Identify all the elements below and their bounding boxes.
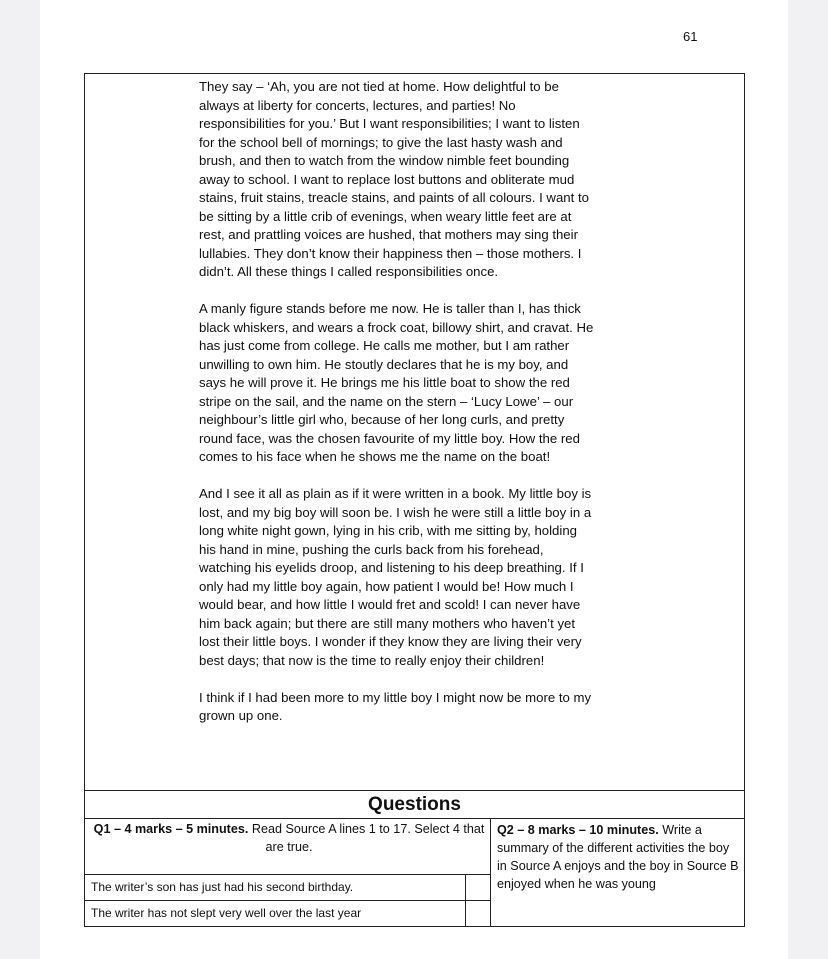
source-text-box [85, 74, 744, 790]
question-2-heading: Q2 – 8 marks – 10 minutes. [497, 823, 659, 837]
questions-heading: Questions [85, 790, 744, 819]
statement-row [85, 900, 491, 926]
statement-answer-box[interactable] [465, 875, 491, 900]
passage-paragraph-4: I think if I had been more to my little boy I might now be more to my grown up one. [199, 689, 592, 723]
question-1-cell [85, 819, 491, 926]
passage-paragraph-2: A manly figure stands before me now. He is taller than I, has thick black whiskers, and wears a frock coat, billowy shirt, and cravat. He has just come from college. He calls me mother, but I am rather unwilling to own him. He stoutly declares that he is my boy, and says he will prove it. He brings me his little boat to show the red stripe on the sail, and the name on the stern – ‘Lucy Lowe’ – our neighbour’s little girl who, because of her long curls, and pretty round face, was the chosen favourite of my little boy. How the red comes to his face when he shows me the name on the boat! [199, 301, 594, 464]
passage-paragraph-3: And I see it all as plain as if it were written in a book. My little boy is lost, and my big boy will soon be. I wish he were still a little boy in a long white night gown, lying in his crib, with me sitting by, holding his hand in mine, pushing the curls back from his forehead, watching his eyelids droop, and listening to his deep breathing. If I only had my little boy again, how patient I would be! How much I would bear, and how little I would fret and scold! I can never have him back again; but there are still many mothers who haven’t yet lost their little boys. I wonder if they know they are living their very best days; that now is the time to really enjoy their children! [199, 486, 592, 668]
statement-text: The writer has not slept very well over the last year [91, 906, 362, 920]
question-2-prompt [497, 821, 741, 893]
statement-answer-box[interactable] [465, 901, 491, 926]
statement-row [85, 874, 491, 900]
source-passage [199, 78, 594, 726]
question-1-prompt [89, 821, 489, 856]
statement-text: The writer’s son has just had his second birthday. [91, 880, 354, 894]
passage-paragraph-1: They say – ‘Ah, you are not tied at home. How delightful to be always at liberty for concerts, lectures, and parties! No responsibilities for you.’ But I want responsibilities; I want to listen for the school bell of mornings; to give the last hasty wash and brush, and then to watch from the window nimble feet bounding away to school. I want to replace lost buttons and obliterate mud stains, fruit stains, treacle stains, and paints of all colours. I want to be sitting by a little crib of evenings, when weary little feet are at rest, and prattling voices are hushed, that mothers may sing their lullabies. They don’t know their happiness then – those mothers. I didn’t. All these things I called responsibilities once. [199, 79, 589, 279]
page-number: 61 [683, 29, 698, 44]
document-page [40, 0, 788, 959]
question-1-instruction: Read Source A lines 1 to 17. Select 4 that are true. [248, 822, 485, 854]
question-2-cell [491, 819, 744, 926]
question-2-instruction: Write a summary of the different activities the boy in Source A enjoys and the boy in Source B enjoyed when he was young [497, 823, 739, 891]
question-1-heading: Q1 – 4 marks – 5 minutes. [93, 822, 249, 836]
exam-frame [84, 73, 745, 927]
